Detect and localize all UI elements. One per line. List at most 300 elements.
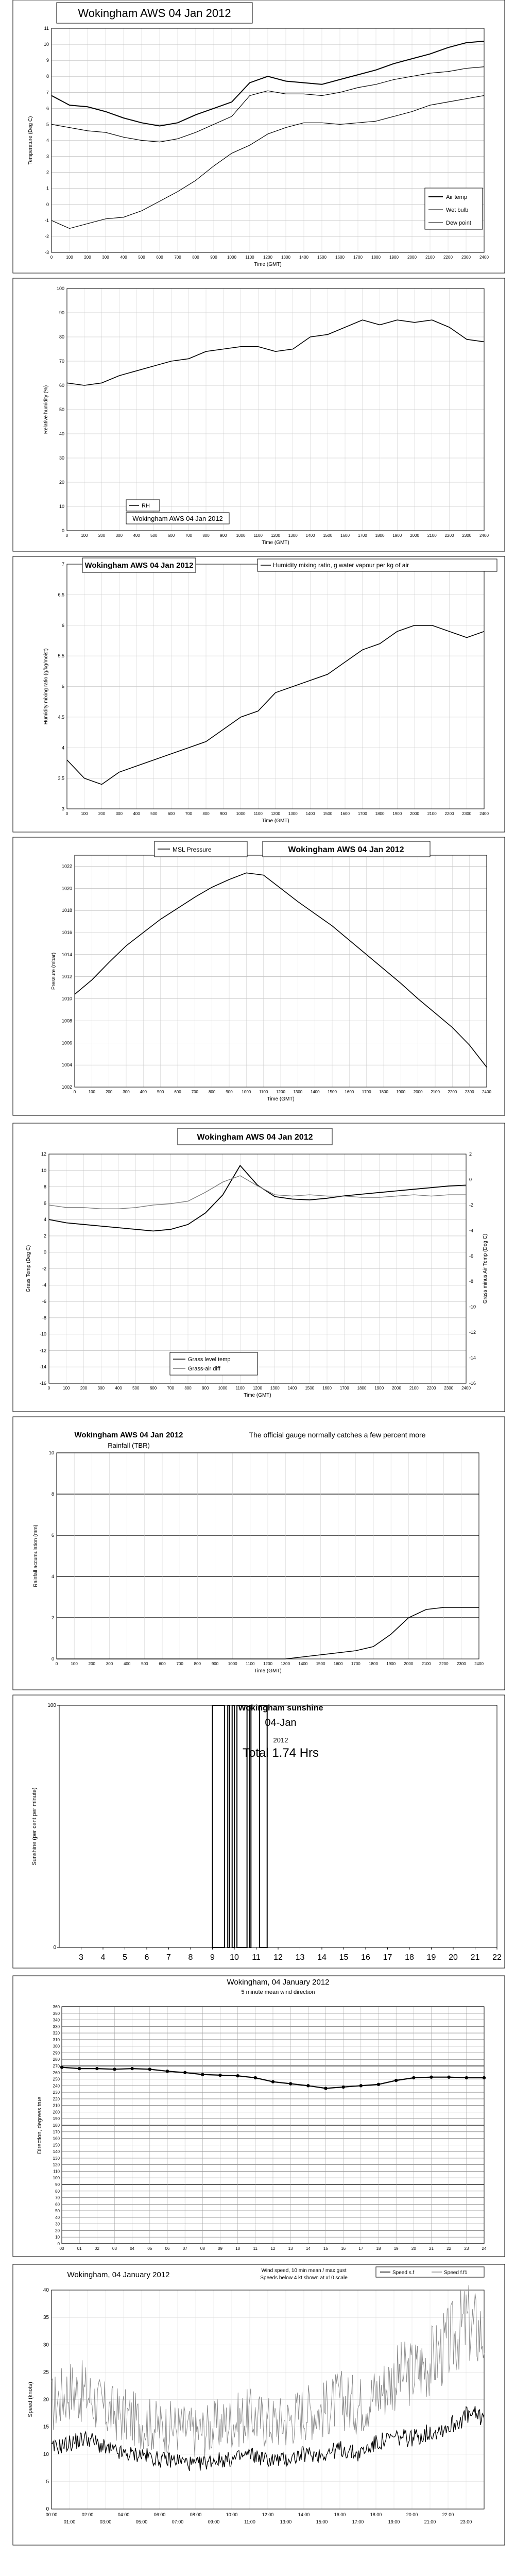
y-tick-label: 1020 (61, 886, 72, 891)
x-tick-label: 14:00 (298, 2512, 310, 2517)
x-tick-label: 1900 (392, 811, 402, 816)
x-tick-label: 09:00 (208, 2519, 220, 2524)
y-tick-label: 210 (53, 2103, 60, 2108)
x-tick-label: 2000 (410, 533, 419, 538)
y-tick-label: 1022 (61, 863, 72, 869)
y2-tick-label: -14 (469, 1355, 476, 1361)
y-tick-label: 8 (43, 1184, 46, 1190)
sunshine-total: Total 1.74 Hrs (242, 1746, 319, 1760)
y-tick-label: 10 (41, 1167, 46, 1173)
chart-title: Wokingham AWS 04 Jan 2012 (84, 561, 194, 570)
x-axis-label: Time (GMT) (267, 1096, 295, 1102)
y-tick-label: 0 (53, 1945, 56, 1951)
x-tick-label: 900 (211, 1662, 219, 1666)
y-tick-label: 5 (46, 122, 49, 127)
x-tick-label: 2200 (443, 255, 453, 260)
x-tick-label: 18 (405, 1953, 414, 1962)
x-tick-label: 1600 (340, 811, 350, 816)
y-tick-label: 140 (53, 2149, 60, 2155)
y-tick-label: 60 (59, 383, 64, 388)
y-tick-label: 340 (53, 2018, 60, 2023)
x-tick-label: 19 (393, 2246, 399, 2251)
y-tick-label: 120 (53, 2162, 60, 2167)
x-tick-label: 22:00 (442, 2512, 454, 2517)
y-tick-label: 170 (53, 2129, 60, 2134)
x-tick-label: 700 (176, 1662, 183, 1666)
x-tick-label: 2400 (461, 1386, 471, 1391)
x-tick-label: 1300 (281, 255, 290, 260)
x-tick-label: 1900 (396, 1090, 406, 1094)
y-tick-label: 4 (61, 745, 64, 751)
y-tick-label: 30 (55, 2222, 60, 2227)
x-tick-label: 1800 (375, 811, 385, 816)
legend-label: Wet bulb (446, 207, 469, 213)
x-tick-label: 1400 (298, 1662, 308, 1666)
x-tick-label: 1500 (323, 533, 333, 538)
y-tick-label: 15 (43, 2424, 49, 2430)
x-tick-label: 500 (132, 1386, 140, 1391)
x-tick-label: 2000 (404, 1662, 414, 1666)
x-tick-label: 0 (55, 1662, 58, 1666)
y-tick-label: 25 (43, 2369, 49, 2376)
y-tick-label: -8 (42, 1315, 46, 1320)
x-tick-label: 900 (210, 255, 217, 260)
chart-title: Wokingham AWS 04 Jan 2012 (288, 845, 404, 854)
x-tick-label: 1800 (375, 533, 385, 538)
y-tick-label: 2 (46, 170, 49, 175)
x-tick-label: 400 (140, 1090, 147, 1094)
y-tick-label: 90 (59, 310, 64, 315)
y-tick-label: 30 (59, 455, 64, 461)
y-tick-label: 260 (53, 2070, 60, 2075)
x-tick-label: 06:00 (153, 2512, 166, 2517)
panel-frame (13, 1417, 505, 1690)
x-tick-label: 2100 (427, 811, 437, 816)
y-axis-label: Temperature (Deg C) (28, 116, 33, 165)
x-tick-label: 2100 (409, 1386, 419, 1391)
y-tick-label: -12 (39, 1348, 46, 1353)
x-tick-label: 3 (79, 1953, 83, 1962)
x-tick-label: 1700 (357, 811, 367, 816)
x-tick-label: 500 (138, 255, 145, 260)
y-tick-label: 4 (46, 138, 49, 143)
y-tick-label: 0 (46, 2506, 49, 2512)
x-tick-label: 1800 (371, 255, 381, 260)
y-tick-label: 4 (51, 1574, 54, 1579)
y-tick-label: 2 (51, 1615, 54, 1620)
x-tick-label: 21 (470, 1953, 480, 1962)
y-tick-label: 3.5 (58, 775, 64, 781)
x-tick-label: 800 (202, 811, 210, 816)
y-tick-label: 1014 (61, 952, 72, 957)
chart-annotation: The official gauge normally catches a few percent more (249, 1431, 426, 1439)
x-tick-label: 800 (184, 1386, 192, 1391)
y-tick-label: 70 (59, 359, 64, 364)
y-tick-label: 100 (56, 286, 64, 291)
x-tick-label: 17 (383, 1953, 392, 1962)
x-tick-label: 1700 (339, 1386, 349, 1391)
y-tick-label: -4 (42, 1282, 46, 1288)
y-tick-label: 40 (55, 2215, 60, 2220)
y-axis-label: Pressure (mbar) (51, 952, 57, 990)
legend-label: Humidity mixing ratio, g water vapour per kg of air (273, 562, 409, 569)
x-tick-label: 7 (166, 1953, 171, 1962)
y-tick-label: 2 (43, 1233, 46, 1239)
x-tick-label: 900 (202, 1386, 209, 1391)
y-tick-label: 40 (59, 431, 64, 436)
x-tick-label: 2100 (421, 1662, 431, 1666)
y-tick-label: 30 (43, 2342, 49, 2348)
x-tick-label: 13:00 (280, 2519, 292, 2524)
x-tick-label: 2100 (425, 255, 435, 260)
x-tick-label: 08:00 (190, 2512, 202, 2517)
x-tick-label: 2400 (479, 255, 489, 260)
x-tick-label: 1000 (227, 255, 236, 260)
y-tick-label: 150 (53, 2143, 60, 2148)
x-tick-label: 200 (105, 1090, 113, 1094)
chart-title: Wokingham AWS 04 Jan 2012 (132, 515, 223, 522)
y-tick-label: 250 (53, 2077, 60, 2082)
y-tick-label: 35 (43, 2315, 49, 2321)
x-tick-label: 1100 (253, 811, 263, 816)
x-tick-label: 2000 (410, 811, 419, 816)
y-tick-label: 10 (59, 504, 64, 509)
x-tick-label: 1700 (362, 1090, 371, 1094)
y-tick-label: 290 (53, 2050, 60, 2056)
legend-label: RH (142, 503, 150, 509)
chart-3 (13, 556, 505, 832)
x-tick-label: 0 (47, 1386, 50, 1391)
chart-7 (13, 1695, 505, 1968)
y-tick-label: 10 (43, 2451, 49, 2458)
y-tick-label: 360 (53, 2005, 60, 2009)
x-tick-label: 21:00 (424, 2519, 436, 2524)
x-tick-label: 400 (133, 811, 140, 816)
y-tick-label: 8 (51, 1492, 54, 1497)
x-tick-label: 1900 (389, 255, 399, 260)
x-tick-label: 300 (106, 1662, 113, 1666)
x-tick-label: 01 (77, 2246, 82, 2251)
y-tick-label: 110 (53, 2169, 60, 2174)
chart-title: Wokingham AWS 04 Jan 2012 (197, 1133, 313, 1142)
x-tick-label: 22 (447, 2246, 452, 2251)
x-tick-label: 700 (191, 1090, 199, 1094)
x-tick-label: 11:00 (244, 2519, 255, 2524)
y-tick-label: 280 (53, 2057, 60, 2062)
panel-frame (13, 1695, 505, 1968)
x-tick-label: 6 (144, 1953, 149, 1962)
x-tick-label: 100 (81, 533, 88, 538)
y-tick-label: 5.5 (58, 653, 64, 659)
x-tick-label: 24 (482, 2246, 487, 2251)
x-tick-label: 16 (341, 2246, 346, 2251)
y-tick-label: -3 (44, 250, 49, 255)
x-tick-label: 100 (63, 1386, 70, 1391)
x-tick-label: 1000 (242, 1090, 251, 1094)
y-tick-label: 70 (55, 2195, 60, 2200)
x-tick-label: 05 (147, 2246, 152, 2251)
x-tick-label: 700 (185, 811, 192, 816)
x-tick-label: 2300 (462, 811, 472, 816)
x-tick-label: 08 (200, 2246, 205, 2251)
x-tick-label: 1500 (328, 1090, 337, 1094)
y2-tick-label: 2 (469, 1151, 472, 1157)
x-tick-label: 300 (115, 811, 123, 816)
x-tick-label: 1000 (236, 533, 246, 538)
x-tick-label: 600 (156, 255, 163, 260)
y2-tick-label: -4 (469, 1228, 474, 1233)
x-tick-label: 23 (464, 2246, 469, 2251)
x-tick-label: 900 (220, 533, 227, 538)
x-tick-label: 20:00 (406, 2512, 418, 2517)
y-tick-label: 300 (53, 2044, 60, 2049)
x-tick-label: 1100 (235, 1386, 245, 1391)
y-tick-label: 1008 (61, 1018, 72, 1024)
y-tick-label: -16 (39, 1381, 46, 1386)
x-tick-label: 200 (88, 1662, 96, 1666)
x-tick-label: 500 (150, 811, 158, 816)
x-tick-label: 400 (115, 1386, 122, 1391)
x-tick-label: 1100 (259, 1090, 268, 1094)
legend-label: Grass level temp (188, 1357, 231, 1363)
y-tick-label: -14 (39, 1364, 46, 1370)
y-tick-label: 5 (61, 684, 64, 689)
x-tick-label: 1100 (253, 533, 263, 538)
x-axis-label: Time (GMT) (262, 818, 289, 824)
y-tick-label: 20 (43, 2397, 49, 2403)
y2-tick-label: -10 (469, 1304, 476, 1310)
y-tick-label: 100 (53, 2176, 60, 2181)
x-tick-label: 15 (323, 2246, 328, 2251)
x-tick-label: 12:00 (262, 2512, 274, 2517)
y-tick-label: 7 (46, 90, 49, 95)
chart-title: Wokingham AWS 04 Jan 2012 (74, 1431, 183, 1439)
y-tick-label: 6.5 (58, 592, 64, 598)
y-tick-label: 220 (53, 2096, 60, 2102)
x-tick-label: 1600 (340, 533, 350, 538)
x-tick-label: 200 (98, 533, 106, 538)
y-tick-label: 10 (43, 42, 49, 47)
x-axis-label: Time (GMT) (254, 1668, 282, 1674)
sunshine-bar (237, 1705, 247, 1947)
y-axis-label: Grass Temp (Deg C) (26, 1245, 31, 1293)
x-tick-label: 1500 (323, 811, 333, 816)
x-tick-label: 700 (167, 1386, 174, 1391)
x-tick-label: 1300 (288, 811, 298, 816)
y-axis-label: Rainfall accumulation (mm) (33, 1524, 39, 1587)
x-tick-label: 700 (185, 533, 192, 538)
x-tick-label: 1900 (392, 533, 402, 538)
y-tick-label: 1016 (61, 930, 72, 935)
x-tick-label: 0 (73, 1090, 76, 1094)
x-tick-label: 300 (123, 1090, 130, 1094)
x-tick-label: 1200 (263, 255, 272, 260)
x-tick-label: 2000 (413, 1090, 423, 1094)
y-tick-label: 3 (46, 154, 49, 159)
x-tick-label: 1900 (374, 1386, 384, 1391)
y-tick-label: -10 (39, 1331, 46, 1337)
y-axis-label: Direction, degrees true (37, 2096, 43, 2154)
y-tick-label: 180 (53, 2123, 60, 2128)
chart-9 (13, 2264, 505, 2545)
x-tick-label: 300 (102, 255, 109, 260)
x-tick-label: 600 (174, 1090, 181, 1094)
x-tick-label: 2200 (444, 811, 454, 816)
x-tick-label: 600 (167, 533, 175, 538)
x-tick-label: 800 (202, 533, 210, 538)
x-tick-label: 11 (252, 1953, 261, 1962)
x-tick-label: 1400 (310, 1090, 320, 1094)
y-tick-label: 5 (46, 2479, 49, 2485)
x-tick-label: 18 (376, 2246, 381, 2251)
x-tick-label: 8 (188, 1953, 193, 1962)
x-tick-label: 1600 (333, 1662, 343, 1666)
x-tick-label: 2300 (444, 1386, 454, 1391)
y-tick-label: 80 (59, 334, 64, 340)
chart-4 (13, 837, 505, 1115)
x-tick-label: 19:00 (388, 2519, 400, 2524)
y-tick-label: 330 (53, 2024, 60, 2029)
x-tick-label: 1000 (228, 1662, 237, 1666)
x-tick-label: 600 (149, 1386, 157, 1391)
x-axis-label: Time (GMT) (254, 262, 282, 267)
x-tick-label: 18:00 (370, 2512, 382, 2517)
panel-frame (13, 837, 505, 1115)
x-tick-label: 1800 (357, 1386, 367, 1391)
x-tick-label: 1900 (386, 1662, 396, 1666)
y2-tick-label: -12 (469, 1330, 476, 1335)
y-tick-label: 50 (55, 2209, 60, 2214)
x-tick-label: 20 (449, 1953, 458, 1962)
x-tick-label: 1000 (218, 1386, 228, 1391)
x-tick-label: 1200 (271, 811, 280, 816)
y-tick-label: 0 (57, 2242, 60, 2246)
chart-subtitle: Wind speed, 10 min mean / max gust (261, 2268, 347, 2274)
x-tick-label: 01:00 (63, 2519, 76, 2524)
x-axis-label: Time (GMT) (244, 1393, 271, 1398)
chart-6 (13, 1417, 505, 1690)
x-tick-label: 2300 (465, 1090, 474, 1094)
x-tick-label: 0 (50, 255, 53, 260)
x-tick-label: 09 (218, 2246, 222, 2251)
x-tick-label: 4 (100, 1953, 106, 1962)
x-tick-label: 2200 (439, 1662, 449, 1666)
x-tick-label: 600 (167, 811, 175, 816)
chart-2 (13, 278, 505, 551)
chart-note: Speeds below 4 kt shown at x10 scale (260, 2275, 348, 2281)
y-tick-label: 10 (55, 2235, 60, 2240)
x-tick-label: 0 (65, 533, 68, 538)
x-tick-label: 04 (130, 2246, 135, 2251)
x-tick-label: 12 (273, 1953, 283, 1962)
y-tick-label: 8 (46, 74, 49, 79)
x-tick-label: 03 (112, 2246, 117, 2251)
x-tick-label: 04:00 (117, 2512, 130, 2517)
x-tick-label: 02 (94, 2246, 99, 2251)
sunshine-bar (228, 1705, 229, 1947)
x-tick-label: 2200 (448, 1090, 457, 1094)
sunshine-bar (232, 1705, 234, 1947)
x-tick-label: 00:00 (45, 2512, 58, 2517)
x-tick-label: 900 (220, 811, 227, 816)
x-tick-label: 100 (66, 255, 73, 260)
legend-label: Dew point (446, 220, 471, 226)
y-tick-label: 50 (59, 407, 64, 412)
legend-label: Grass-air diff (188, 1366, 220, 1372)
x-tick-label: 2200 (426, 1386, 436, 1391)
x-tick-label: 9 (210, 1953, 215, 1962)
y-tick-label: 7 (61, 562, 64, 567)
x-tick-label: 200 (98, 811, 106, 816)
x-tick-label: 2300 (461, 255, 471, 260)
y-tick-label: 1002 (61, 1084, 72, 1090)
y-tick-label: 240 (53, 2083, 60, 2089)
x-tick-label: 100 (71, 1662, 78, 1666)
x-tick-label: 1800 (369, 1662, 378, 1666)
chart-subtitle: 04-Jan (265, 1717, 297, 1728)
x-tick-label: 23:00 (460, 2519, 472, 2524)
x-tick-label: 1100 (245, 255, 254, 260)
chart-title: Wokingham, 04 January 2012 (227, 1978, 330, 1987)
x-tick-label: 1800 (379, 1090, 388, 1094)
x-tick-label: 16 (361, 1953, 370, 1962)
y-tick-label: 1 (46, 185, 49, 191)
x-tick-label: 2300 (456, 1662, 466, 1666)
x-tick-label: 2200 (444, 533, 454, 538)
x-tick-label: 2400 (479, 533, 489, 538)
x-tick-label: 2000 (407, 255, 417, 260)
x-tick-label: 07 (182, 2246, 187, 2251)
y-tick-label: 270 (53, 2064, 60, 2069)
x-tick-label: 1700 (351, 1662, 360, 1666)
x-tick-label: 400 (120, 255, 127, 260)
x-tick-label: 1500 (317, 255, 327, 260)
chart-title: Wokingham, 04 January 2012 (67, 2270, 170, 2279)
x-tick-label: 14 (305, 2246, 311, 2251)
y-tick-label: 60 (55, 2202, 60, 2207)
chart-subtitle: Rainfall (TBR) (108, 1442, 150, 1449)
chart-title: Wokingham AWS 04 Jan 2012 (78, 7, 231, 20)
x-tick-label: 1000 (236, 811, 246, 816)
y-axis-label: Humidity mixing ratio (g/kg/moist) (43, 648, 49, 725)
y-tick-label: 0 (51, 1656, 54, 1662)
y-tick-label: 320 (53, 2031, 60, 2036)
x-tick-label: 0 (65, 811, 68, 816)
y-tick-label: 20 (59, 480, 64, 485)
x-tick-label: 300 (97, 1386, 105, 1391)
x-tick-label: 1300 (270, 1386, 280, 1391)
x-tick-label: 400 (133, 533, 140, 538)
x-tick-label: 2000 (392, 1386, 401, 1391)
x-tick-label: 1200 (253, 1386, 262, 1391)
y-tick-label: 350 (53, 2011, 60, 2016)
x-tick-label: 2100 (431, 1090, 440, 1094)
x-tick-label: 1200 (271, 533, 280, 538)
y-tick-label: 0 (61, 528, 64, 533)
y-tick-label: 40 (43, 2287, 49, 2293)
y-tick-label: 80 (55, 2189, 60, 2194)
chart-subtitle: 5 minute mean wind direction (241, 1989, 315, 1995)
x-tick-label: 06 (165, 2246, 170, 2251)
chart-8 (13, 1976, 505, 2257)
x-tick-label: 1400 (299, 255, 308, 260)
y-tick-label: 90 (55, 2182, 60, 2187)
x-tick-label: 200 (84, 255, 91, 260)
y-tick-label: 1010 (61, 996, 72, 1002)
y-tick-label: 130 (53, 2156, 60, 2161)
x-tick-label: 900 (226, 1090, 233, 1094)
x-tick-label: 800 (208, 1090, 216, 1094)
